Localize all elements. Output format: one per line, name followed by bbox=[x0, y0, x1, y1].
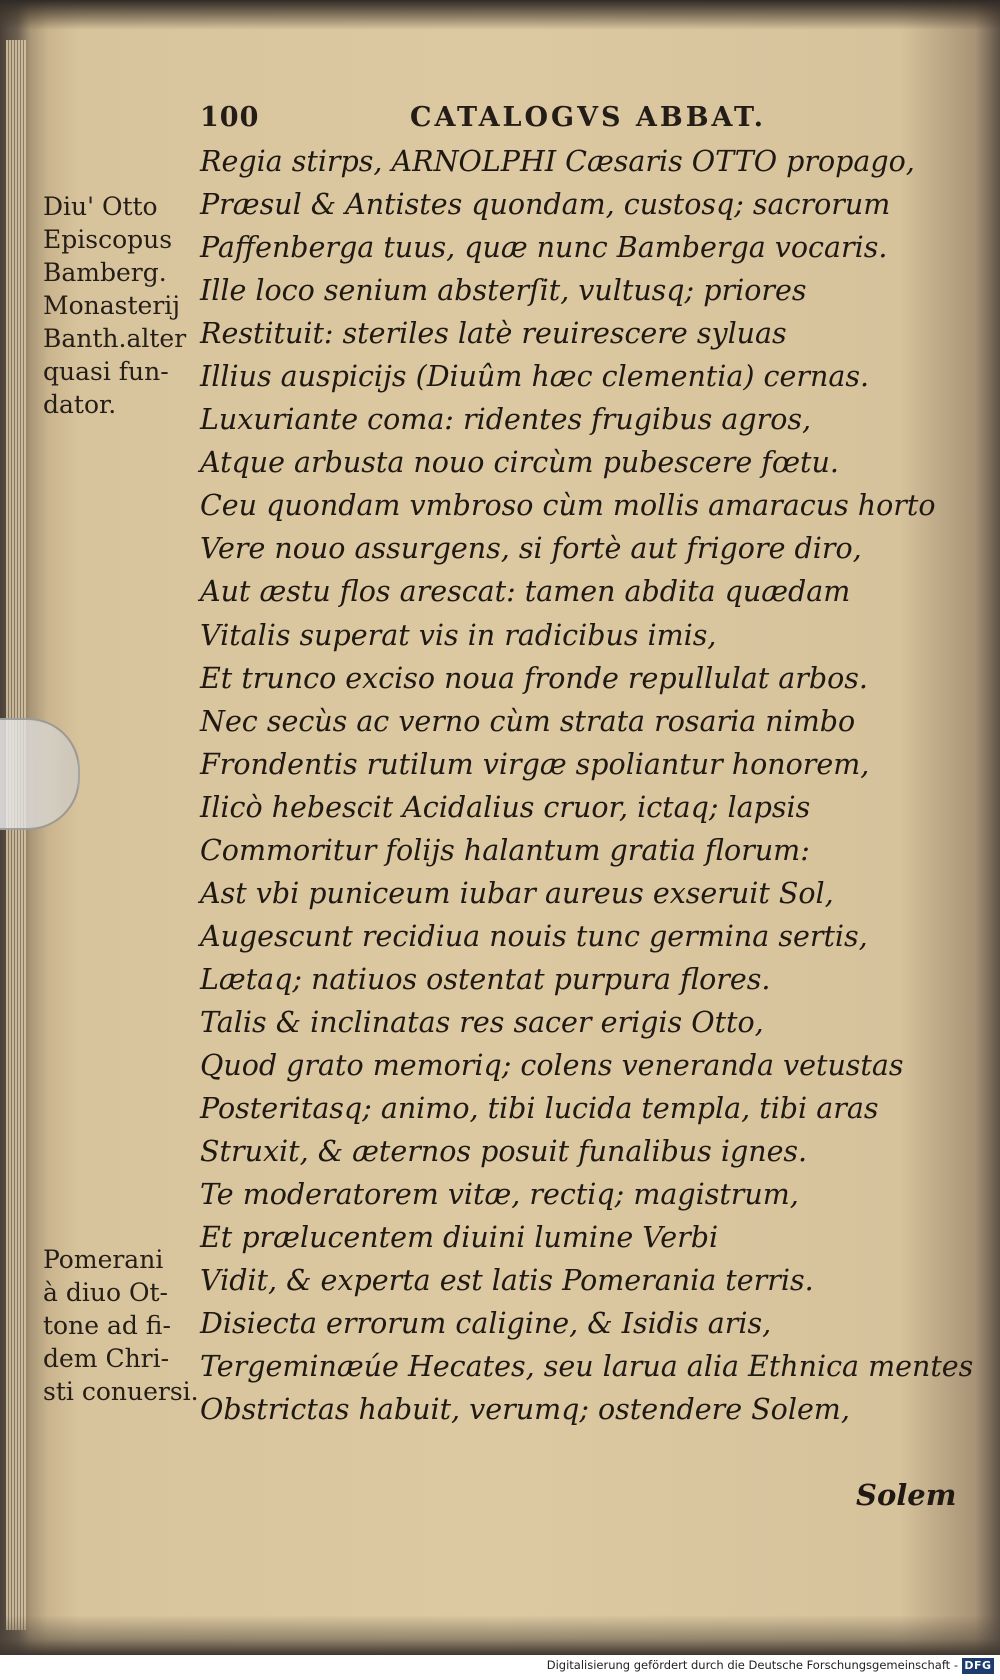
running-title: CATALOGVS ABBAT. bbox=[410, 102, 767, 133]
margin-note-line: tone ad fi- bbox=[43, 1311, 171, 1340]
verse-line: Te moderatorem vitæ, rectiq; magistrum, bbox=[200, 1178, 799, 1212]
footer-bar bbox=[0, 1656, 1000, 1680]
funding-credit: Digitalisierung gefördert durch die Deutsche Forschungsgemeinschaft - bbox=[546, 1658, 958, 1672]
verse-line: Regia stirps, ARNOLPHI Cæsaris OTTO propago, bbox=[200, 145, 915, 178]
verse-line: Struxit, & æternos posuit funalibus ignes. bbox=[200, 1135, 808, 1169]
dfg-logo: DFG bbox=[962, 1658, 994, 1674]
page-number: 100 bbox=[200, 102, 260, 133]
margin-note-line: quasi fun- bbox=[43, 357, 169, 386]
page-edges bbox=[6, 40, 26, 1630]
verse-line: Disiecta errorum caligine, & Isidis aris, bbox=[200, 1307, 772, 1341]
margin-note-line: à diuo Ot- bbox=[43, 1278, 168, 1307]
margin-note-line: Diu' Otto bbox=[43, 192, 158, 221]
verse-line: Ceu quondam vmbroso cùm mollis amaracus horto bbox=[200, 489, 936, 523]
verse-line: Restituit: steriles latè reuirescere syluas bbox=[200, 317, 787, 351]
verse-line: Quod grato memoriq; colens veneranda vetustas bbox=[200, 1048, 904, 1082]
verse-line: Vidit, & experta est latis Pomerania terris. bbox=[200, 1264, 814, 1298]
verse-line: Et prælucentem diuini lumine Verbi bbox=[200, 1221, 719, 1255]
verse-line: Ast vbi puniceum iubar aureus exseruit Sol, bbox=[200, 876, 834, 910]
verse-line: Paffenberga tuus, quæ nunc Bamberga vocaris. bbox=[200, 231, 888, 265]
page-clip bbox=[0, 718, 80, 830]
verse-line: Tergeminæúe Hecates, seu larua alia Ethnica mentes bbox=[200, 1350, 974, 1384]
verse-line: Posteritasq; animo, tibi lucida templa, tibi aras bbox=[200, 1092, 879, 1126]
verse-line: Vere nouo assurgens, si fortè aut frigore diro, bbox=[200, 532, 862, 566]
verse-line: Vitalis superat vis in radicibus imis, bbox=[200, 618, 717, 652]
verse-line: Ille loco senium absterſit, vultusq; priores bbox=[200, 274, 807, 308]
margin-note-line: sti conuersi. bbox=[43, 1377, 199, 1406]
verse-line: Luxuriante coma: ridentes frugibus agros, bbox=[200, 403, 812, 437]
margin-note-otto bbox=[43, 190, 203, 421]
verse-line: Talis & inclinatas res sacer erigis Otto, bbox=[200, 1005, 764, 1039]
page-header bbox=[200, 102, 840, 142]
verse-line: Aut æstu flos arescat: tamen abdita quædam bbox=[200, 575, 851, 609]
margin-note-line: dator. bbox=[43, 390, 117, 419]
verse-line: Atque arbusta nouo circùm pubescere fœtu. bbox=[200, 446, 839, 480]
verse-line: Ilicò hebescit Acidalius cruor, ictaq; lapsis bbox=[200, 790, 811, 824]
verse-line: Et trunco exciso noua fronde repullulat arbos. bbox=[200, 661, 868, 695]
bottom-edge-shadow bbox=[0, 1615, 1000, 1655]
catchword: Solem bbox=[856, 1478, 957, 1512]
margin-note-line: Monasterij bbox=[43, 291, 181, 320]
margin-note-line: Banth.alter bbox=[43, 324, 187, 353]
verse-line: Lætaq; natiuos ostentat purpura flores. bbox=[200, 962, 771, 996]
margin-note-line: dem Chri- bbox=[43, 1344, 170, 1373]
verse-line: Obstrictas habuit, verumq; ostendere Solem, bbox=[200, 1393, 850, 1427]
margin-note-line: Pomerani bbox=[43, 1245, 164, 1274]
top-edge-shadow bbox=[0, 0, 1000, 30]
verse-line: Præsul & Antistes quondam, custosq; sacrorum bbox=[200, 188, 891, 222]
margin-note-line: Bamberg. bbox=[43, 258, 167, 287]
verse-line: Illius auspicijs (Diuûm hæc clementia) cernas. bbox=[200, 360, 870, 394]
margin-note-pomerani bbox=[43, 1243, 203, 1408]
margin-note-line: Episcopus bbox=[43, 225, 173, 254]
verse-line: Nec secùs ac verno cùm strata rosaria nimbo bbox=[200, 704, 856, 738]
verse-line: Augescunt recidiua nouis tunc germina sertis, bbox=[200, 919, 868, 953]
verse-line: Commoritur folijs halantum gratia florum: bbox=[200, 833, 810, 867]
verse-text bbox=[200, 140, 974, 1431]
verse-line: Frondentis rutilum virgæ spoliantur honorem, bbox=[200, 747, 870, 781]
